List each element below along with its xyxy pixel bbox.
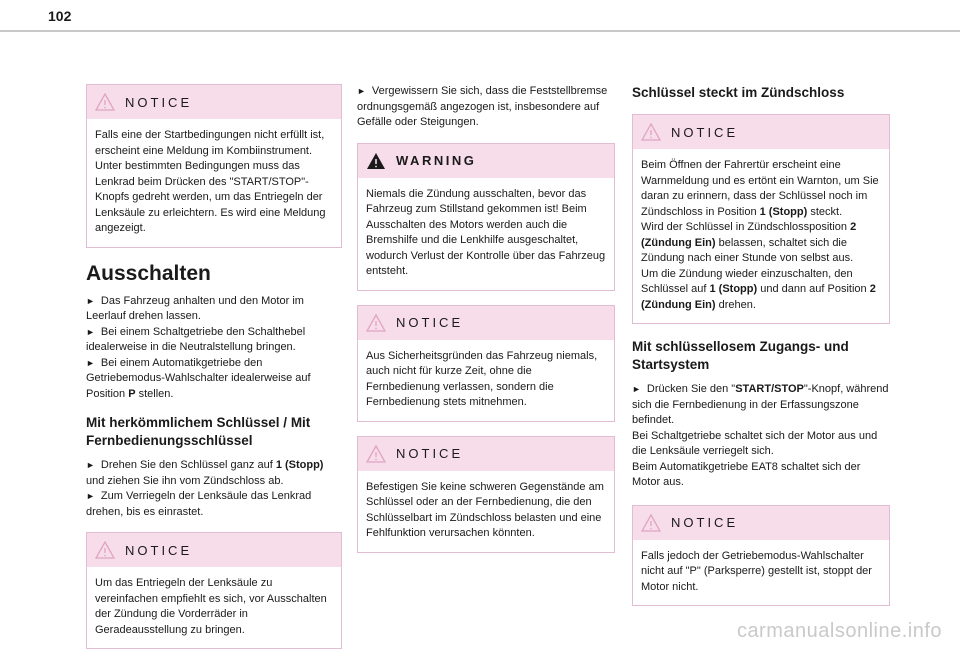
arrow-icon: ►	[86, 357, 95, 368]
notice-header	[358, 306, 614, 340]
notice-text: Wird der Schlüssel in Zündschlossposition 2 (Zündung Ein) belassen, schaltet sich die Zündung nach einer Stunde von selbst aus.	[641, 221, 857, 264]
watermark: carmanualsonline.info	[736, 620, 942, 642]
column-1	[86, 84, 342, 663]
notice-header	[87, 533, 341, 567]
notice-text: Um die Zündung wieder einzuschalten, den Schlüssel auf 1 (Stopp) und dann auf Position 2 (Zündung Ein) drehen.	[641, 267, 876, 311]
notice-title: NOTICE	[396, 446, 464, 461]
section-heading-herkoemmlich: Mit herkömmlichem Schlüssel / Mit Fernbedienungsschlüssel	[86, 415, 311, 448]
warning-box	[357, 143, 615, 291]
step-item	[86, 294, 342, 325]
step-item	[86, 356, 342, 403]
notice-triangle-icon	[95, 93, 115, 111]
notice-title: NOTICE	[671, 124, 739, 140]
notice-box-gegenstaende	[357, 436, 615, 553]
step-text: stellen.	[135, 387, 174, 400]
step-item	[86, 325, 342, 356]
warning-triangle-icon	[366, 152, 386, 170]
notice-title: NOTICE	[671, 515, 739, 530]
notice-text: Falls jedoch der Getriebemodus-Wahlschalter nicht auf "P" (Parksperre) gestellt ist, stoppt der Motor nicht.	[641, 549, 872, 593]
arrow-icon: ►	[86, 295, 95, 306]
notice-text: Beim Öffnen der Fahrertür erscheint eine Warnmeldung und es ertönt ein Warnton, um Sie daran zu erinnern, dass der Schlüssel noch im Zündschloss in Position 1 (Stopp) steckt.	[641, 159, 879, 218]
step-text: Zum Verriegeln der Lenksäule das Lenkrad drehen, bis es einrastet.	[86, 490, 312, 518]
arrow-icon: ►	[632, 384, 641, 394]
notice-text: Befestigen Sie keine schweren Gegenstände am Schlüssel oder an der Fernbedienung, die den Schlüsselbart im Zündschloss belasten und eine Fehlfunktion verursachen könnten.	[366, 480, 604, 539]
step-item	[86, 458, 342, 489]
step-text: und ziehen Sie ihn vom Zündschloss ab.	[86, 474, 284, 487]
step-text-bold: START/STOP	[735, 383, 804, 395]
notice-box-start-conditions	[86, 84, 342, 248]
step-text: Das Fahrzeug anhalten und den Motor im Leerlauf drehen lassen.	[86, 294, 304, 322]
notice-box-fernbedienung	[357, 305, 615, 422]
section-heading-zuendschloss: Schlüssel steckt im Zündschloss	[632, 85, 845, 100]
arrow-icon: ►	[86, 460, 95, 470]
arrow-icon: ►	[86, 326, 95, 337]
header-divider	[0, 30, 960, 32]
column-2	[357, 84, 615, 567]
notice-header	[87, 85, 341, 119]
arrow-icon: ►	[86, 491, 95, 501]
notice-text: Falls eine der Startbedingungen nicht erfüllt ist, erscheint eine Meldung im Kombiinstrument. Unter bestimmten Bedingungen muss das Lenkrad beim Drücken des "START/STOP"-Knopfs gedreht werden, um das Entriegeln der Lenksäule zu erleichtern. Es wird eine Meldung angezeigt.	[95, 129, 326, 234]
body-text: Bei Schaltgetriebe schaltet sich der Motor aus und die Lenksäule verriegelt sich.	[632, 429, 878, 457]
step-item	[357, 84, 615, 131]
page-number: 102	[48, 8, 72, 24]
notice-triangle-icon	[366, 445, 386, 463]
notice-title: NOTICE	[125, 542, 193, 558]
step-text: Drücken Sie den "	[646, 383, 736, 395]
step-text: "-Knopf, während sich die Fernbedienung in der Erfassungszone befindet.	[632, 383, 889, 426]
column-3	[632, 84, 890, 620]
notice-box-lenksaeule	[86, 532, 342, 649]
notice-box-parksperre	[632, 505, 890, 607]
notice-header	[633, 506, 889, 540]
notice-text: Um das Entriegeln der Lenksäule zu vereinfachen empfiehlt es sich, vor Ausschalten der Zündung die Vorderräder in Geradeausstellung zu bringen.	[95, 577, 327, 636]
section-heading-schluessellos: Mit schlüssellosem Zugangs- und Startsystem	[632, 339, 849, 372]
step-item	[632, 382, 890, 429]
body-text: Beim Automatikgetriebe EAT8 schaltet sich der Motor aus.	[632, 460, 861, 488]
step-text: Vergewissern Sie sich, dass die Feststellbremse ordnungsgemäß angezogen ist, insbesondere auf Gefälle oder Steigungen.	[357, 85, 608, 128]
notice-title: NOTICE	[125, 94, 193, 110]
notice-header	[633, 115, 889, 149]
warning-header	[358, 144, 614, 178]
notice-triangle-icon	[641, 123, 661, 141]
step-text-bold: 1 (Stopp)	[275, 459, 324, 471]
notice-triangle-icon	[95, 541, 115, 559]
warning-title: WARNING	[396, 153, 477, 168]
notice-triangle-icon	[641, 514, 661, 532]
section-heading-ausschalten: Ausschalten	[86, 261, 211, 285]
notice-text: Aus Sicherheitsgründen das Fahrzeug niemals, auch nicht für kurze Zeit, ohne die Fernbedienung verlassen, sondern die Fernbedienung stets mitnehmen.	[366, 349, 598, 408]
notice-header	[358, 437, 614, 471]
notice-triangle-icon	[366, 314, 386, 332]
warning-text: Niemals die Zündung ausschalten, bevor das Fahrzeug zum Stillstand gekommen ist! Beim Ausschalten des Motors werden auch die Bremshilfe und die Lenkhilfe ausgeschaltet, wodurch Verlust der Kontrolle über das Fahrzeug entsteht.	[366, 187, 606, 277]
arrow-icon: ►	[357, 86, 366, 96]
step-text: Bei einem Schaltgetriebe den Schalthebel idealerweise in die Neutralstellung bringen.	[86, 325, 306, 353]
step-text: Drehen Sie den Schlüssel ganz auf	[100, 459, 276, 471]
step-item	[86, 489, 342, 520]
step-text-bold: P	[128, 387, 136, 400]
step-text: Bei einem Automatikgetriebe den Getriebemodus-Wahlschalter idealerweise auf Position	[86, 356, 311, 400]
notice-title: NOTICE	[396, 315, 464, 330]
notice-box-zuendschloss	[632, 114, 890, 324]
